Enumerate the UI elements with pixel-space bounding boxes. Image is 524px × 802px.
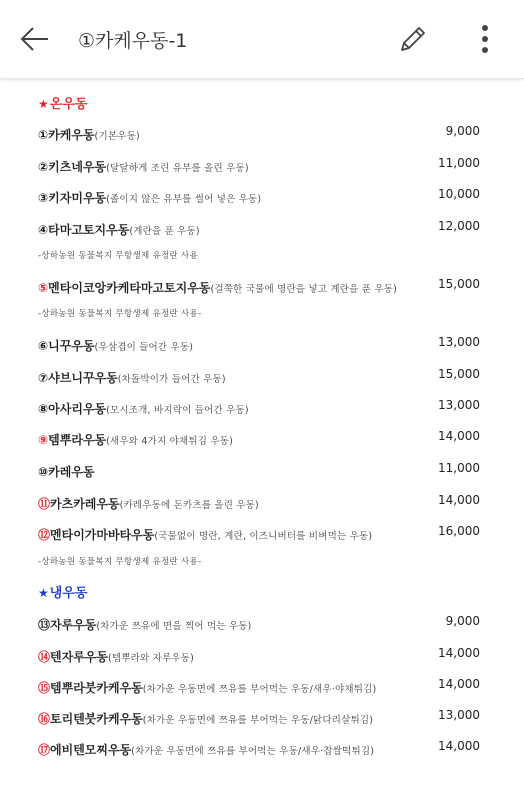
item-desc: (차가운 쯔유에 면을 찍어 먹는 우동) [96, 621, 252, 632]
item-desc: (템뿌라와 자루우동) [107, 653, 195, 664]
menu-item [38, 398, 488, 420]
section-hot-title: ★온우동 [38, 97, 88, 112]
item-desc: (졸이지 않은 유부를 썰어 넣은 우동) [106, 194, 262, 205]
item-number: ⑧ [38, 402, 49, 416]
item-price: 13,000 [438, 708, 480, 722]
menu-item [38, 429, 488, 451]
page-title: ①카케우동-1 [78, 30, 188, 52]
item-number: ⑦ [38, 371, 49, 385]
item-desc: (모시조개, 바지락이 들어간 우동) [106, 405, 249, 416]
item-desc: (기본우동) [94, 131, 140, 142]
item-price: 14,000 [438, 429, 480, 443]
menu-note: -상하농원 동물복지 무항생제 유정란 사용- [38, 557, 202, 567]
item-number: ⑤ [38, 281, 49, 295]
edit-button[interactable] [396, 22, 430, 56]
menu-item [38, 493, 488, 515]
section-cold-title: ★냉우동 [38, 586, 88, 601]
item-desc: (차가운 우동면에 쯔유를 부어먹는 우동/닭다리살튀김) [142, 715, 374, 726]
item-number: ⑨ [38, 433, 49, 447]
item-price: 10,000 [438, 187, 480, 201]
arrow-left-icon [18, 22, 52, 56]
item-name: 니꾸우동 [48, 339, 95, 353]
item-price: 15,000 [438, 367, 480, 381]
item-price: 16,000 [438, 524, 480, 538]
item-number: ⑪ [38, 497, 51, 511]
item-number: ② [38, 160, 49, 174]
menu-item [38, 708, 488, 730]
item-price: 11,000 [438, 461, 480, 475]
item-name: 자루우동 [50, 618, 97, 632]
item-number: ⑯ [38, 712, 51, 726]
menu-note: -상하농원 동물복지 무항생제 유정란 사용- [38, 309, 202, 319]
item-desc: (우삼겹이 들어간 우동) [94, 342, 194, 353]
item-number: ⑭ [38, 650, 51, 664]
menu-item [38, 219, 488, 241]
item-number: ⑫ [38, 528, 51, 542]
menu-item [38, 335, 488, 357]
menu-item [38, 614, 488, 636]
menu-note: -상하농원 동물복지 무항생제 유정란 사용 [38, 251, 199, 261]
item-price: 13,000 [438, 335, 480, 349]
more-vertical-icon [470, 22, 500, 56]
item-price: 14,000 [438, 739, 480, 753]
item-price: 9,000 [445, 124, 480, 138]
item-name: 아사리우동 [48, 402, 107, 416]
item-price: 14,000 [438, 677, 480, 691]
item-number: ① [38, 128, 49, 142]
item-desc: (국물없이 명란, 계란, 이즈니버터를 비벼먹는 우동) [154, 531, 373, 542]
item-number: ③ [38, 191, 49, 205]
item-price: 14,000 [438, 493, 480, 507]
item-name: 템뿌라우동 [48, 433, 107, 447]
star-icon: ★ [38, 586, 49, 600]
item-desc: (카레우동에 돈카츠를 올린 우동) [119, 500, 259, 511]
menu-item [38, 187, 488, 209]
item-price: 15,000 [438, 277, 480, 291]
menu-item [38, 677, 488, 699]
app-bar [0, 0, 524, 79]
menu-item [38, 367, 488, 389]
menu-item [38, 646, 488, 668]
item-price: 13,000 [438, 398, 480, 412]
menu-item [38, 124, 488, 146]
item-name: 멘타이가마바타우동 [50, 528, 155, 542]
item-name: 에비텐모찌우동 [50, 743, 132, 757]
item-name: 텐자루우동 [50, 650, 108, 664]
more-options-button[interactable] [470, 22, 500, 56]
item-number: ④ [38, 223, 49, 237]
item-number: ⑬ [38, 618, 51, 632]
item-name: 샤브니꾸우동 [48, 371, 118, 385]
item-name: 카케우동 [48, 128, 95, 142]
menu-item [38, 156, 488, 178]
item-desc: (새우와 4가지 야채튀김 우동) [106, 436, 234, 447]
item-name: 템뿌라붓카케우동 [50, 681, 143, 695]
item-number: ⑮ [38, 681, 51, 695]
item-number: ⑩ [38, 465, 49, 479]
item-desc: (차가운 우동면에 쯔유를 부어먹는 우동/새우·찹쌀떡튀김) [131, 746, 375, 757]
back-button[interactable] [18, 22, 52, 56]
item-name: 타마고토지우동 [48, 223, 130, 237]
item-number: ⑥ [38, 339, 49, 353]
item-name: 키츠네우동 [48, 160, 107, 174]
menu-content [0, 78, 524, 802]
item-desc: (차가운 우동면에 쯔유를 부어먹는 우동/새우·야채튀김) [142, 684, 377, 695]
menu-item [38, 524, 488, 546]
star-icon: ★ [38, 97, 49, 111]
item-price: 14,000 [438, 646, 480, 660]
item-desc: (차돌박이가 들어간 우동) [117, 374, 226, 385]
item-desc: (계란을 푼 우동) [129, 226, 200, 237]
menu-item [38, 461, 488, 483]
item-price: 11,000 [438, 156, 480, 170]
menu-item [38, 739, 488, 761]
item-number: ⑰ [38, 743, 51, 757]
item-name: 토리텐붓카케우동 [50, 712, 143, 726]
item-name: 멘타이코앙카케타마고토지우동 [48, 281, 211, 295]
item-desc: (달달하게 조린 유부를 올린 우동) [106, 163, 249, 174]
item-name: 카레우동 [48, 465, 95, 479]
item-desc: (걸쭉한 국물에 명란을 넣고 계란을 푼 우동) [210, 284, 398, 295]
item-name: 카츠카레우동 [50, 497, 120, 511]
pencil-icon [396, 22, 430, 56]
item-price: 9,000 [445, 614, 480, 628]
item-name: 키자미우동 [48, 191, 107, 205]
item-price: 12,000 [438, 219, 480, 233]
menu-item [38, 277, 488, 299]
